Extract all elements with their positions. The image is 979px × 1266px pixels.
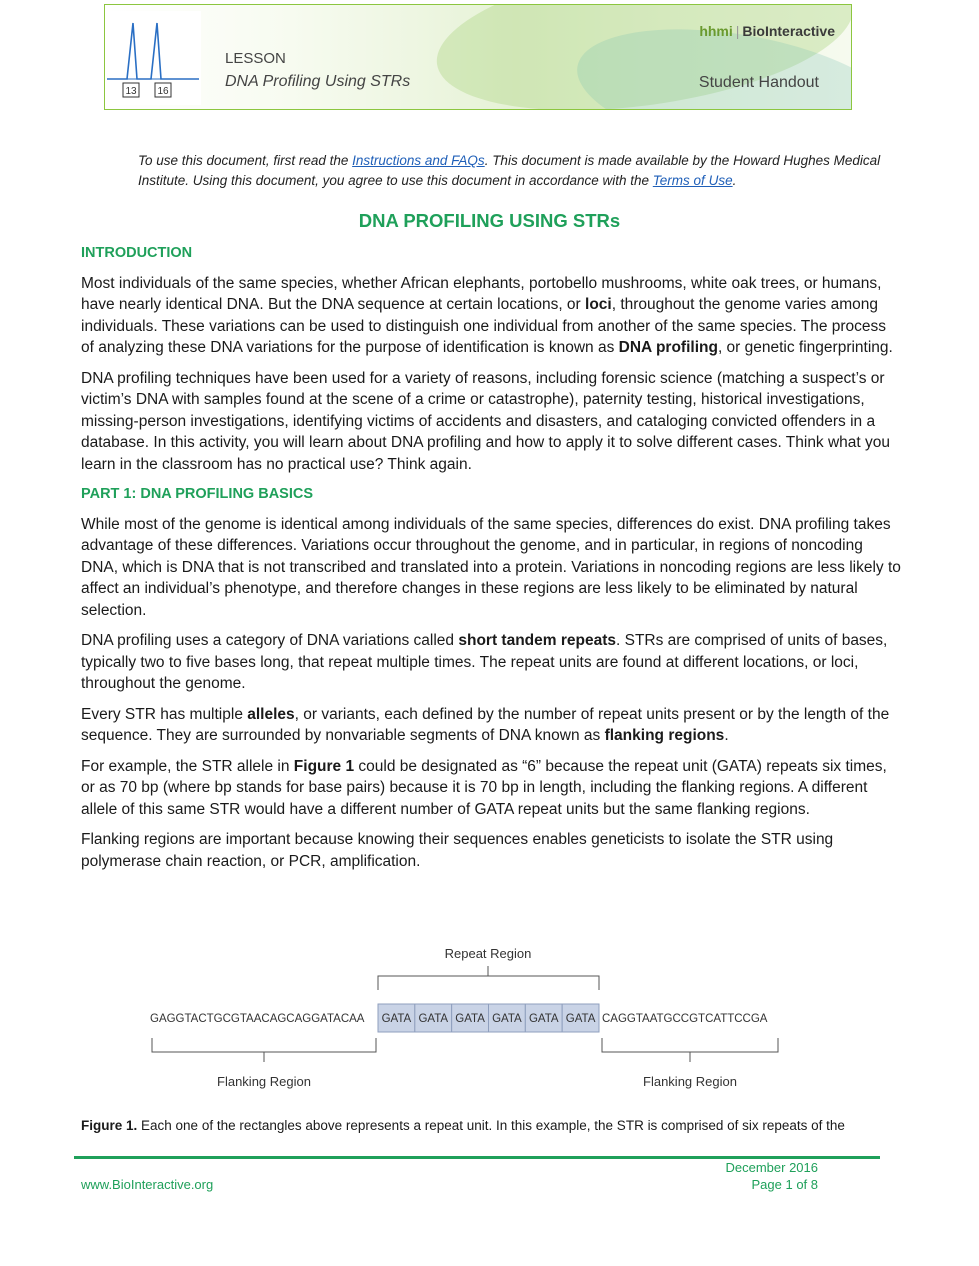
paragraph — [81, 756, 901, 821]
main-content — [81, 243, 901, 881]
section-heading-introduction: INTRODUCTION — [81, 245, 193, 261]
footer-url: www.BioInteractive.org — [81, 1177, 214, 1192]
paragraph-text: , or variants, each defined by the number of repeat units present or by the length of the sequence. They are surrounded by nonvariable segments of DNA known as — [81, 705, 890, 744]
term-dna-profiling: DNA profiling — [618, 339, 718, 356]
paragraph: Flanking regions are important because knowing their sequences enables geneticists to isolate the STR using polymerase chain reaction, or PCR, amplification. — [81, 831, 834, 870]
brand-hhmi: hhmi — [699, 23, 733, 39]
term-flanking-regions: flanking regions — [604, 727, 725, 744]
str-diagram — [140, 940, 820, 1100]
repeat-unit-label: GATA — [492, 1013, 522, 1025]
repeat-unit-label: GATA — [455, 1013, 485, 1025]
brand-logo — [699, 23, 835, 39]
paragraph — [81, 273, 901, 359]
disclaimer-text: . This document is made available by the Howard Hughes Medical Institute. Using this document, you agree to use this document in accordance with the — [138, 153, 881, 188]
disclaimer-text: To use this document, first read the — [138, 153, 353, 168]
figure-caption — [81, 1118, 911, 1133]
repeat-unit-label: GATA — [418, 1013, 449, 1025]
paragraph-text: For example, the STR allele in — [81, 757, 294, 775]
figure-reference: Figure 1 — [293, 757, 355, 775]
logo-marker-a: 13 — [125, 86, 137, 97]
section-heading-part1: PART 1: DNA PROFILING BASICS — [81, 486, 314, 502]
term-alleles: alleles — [247, 705, 295, 723]
paragraph-text: Most individuals of the same species, whether African elephants, portobello mushrooms, white oak trees, or humans, have nearly identical DNA. But the DNA sequence at certain locations, or — [81, 274, 882, 313]
repeat-unit-label: GATA — [528, 1013, 559, 1025]
right-flank-label: Flanking Region — [643, 1074, 737, 1089]
document-title: DNA PROFILING USING STRs — [358, 210, 621, 231]
figure-1 — [140, 940, 820, 1100]
left-flank-label: Flanking Region — [217, 1074, 311, 1089]
instructions-faqs-link[interactable]: Instructions and FAQs — [352, 153, 485, 168]
paragraph-text: , throughout the genome varies among individuals. These variations can be used to distinguish one individual from another of the same species. The process of analyzing these DNA variations for the purpose of identification is known as — [81, 296, 887, 356]
caption-text: Each one of the rectangles above represents a repeat unit. In this example, the STR is comprised of six repeats of the — [137, 1118, 845, 1133]
terms-of-use-link[interactable]: Terms of Use — [652, 173, 733, 188]
brand-name: BioInteractive — [742, 23, 835, 39]
lesson-title: DNA Profiling Using STRs — [225, 73, 411, 90]
disclaimer — [138, 151, 898, 191]
left-flank-sequence: GAGGTACTGCGTAACAGCAGGATACAA — [150, 1013, 365, 1025]
term-loci: loci — [585, 296, 612, 313]
repeat-unit-label: GATA — [565, 1013, 596, 1025]
footer-date: December 2016 — [725, 1160, 818, 1175]
caption-label: Figure 1. — [81, 1118, 138, 1133]
paragraph-text: . STRs are comprised of units of bases, typically two to five bases long, that repeat multiple times. The repeat units are found at different locations, or loci, throughout the genome. — [81, 632, 888, 692]
paragraph-text: could be designated as “6” because the repeat unit (GATA) repeats six times, or as 70 bp (where bp stands for base pairs) because it is 70 bp in length, including the flanking regions. A different allele of this same STR would have a different number of GATA repeat units but the same flanking regions. — [81, 757, 887, 818]
lesson-label: LESSON — [225, 50, 286, 67]
lesson-logo — [105, 11, 201, 105]
paragraph-text: DNA profiling uses a category of DNA variations called — [81, 632, 459, 649]
footer-page-number: Page 1 of 8 — [751, 1177, 818, 1192]
paragraph-text: . — [724, 727, 729, 744]
electropherogram-icon — [105, 11, 201, 105]
paragraph — [81, 704, 901, 747]
right-flank-sequence: CAGGTAATGCCGTCATTCCGA — [602, 1013, 768, 1025]
repeat-region-label: Repeat Region — [444, 946, 532, 961]
paragraph-text: Every STR has multiple — [81, 705, 248, 723]
paragraph — [81, 630, 901, 695]
header-banner — [104, 4, 852, 110]
repeat-units — [378, 1004, 599, 1032]
repeat-unit-label: GATA — [381, 1013, 412, 1025]
brand-separator: | — [735, 23, 740, 39]
paragraph: DNA profiling techniques have been used for a variety of reasons, including forensic science (matching a suspect’s or victim’s DNA with samples found at the scene of a crime or catastrophe), paternity testing, historical investigations, missing-person investigations, identifying victims of accidents and disasters, and cataloging convicted offenders in a database. In this activity, you will learn about DNA profiling and how to apply it to solve different cases. Think what you learn in the classroom has no practical use? Think again. — [81, 369, 891, 473]
footer-divider — [74, 1156, 880, 1159]
paragraph: While most of the genome is identical among individuals of the same species, differences do exist. DNA profiling takes advantage of these differences. Variations occur throughout the genome, and in particular, in regions of noncoding DNA, which is DNA that is not transcribed and translated into a protein. Variations in noncoding regions are less likely to affect an individual’s phenotype, and therefore changes in these regions are less likely to be eliminated by natural selection. — [81, 515, 901, 619]
logo-marker-b: 16 — [157, 86, 169, 97]
handout-label: Student Handout — [698, 74, 819, 91]
paragraph-text: , or genetic fingerprinting. — [717, 339, 893, 356]
term-short-tandem-repeats: short tandem repeats — [458, 632, 616, 649]
disclaimer-text: . — [732, 173, 737, 188]
